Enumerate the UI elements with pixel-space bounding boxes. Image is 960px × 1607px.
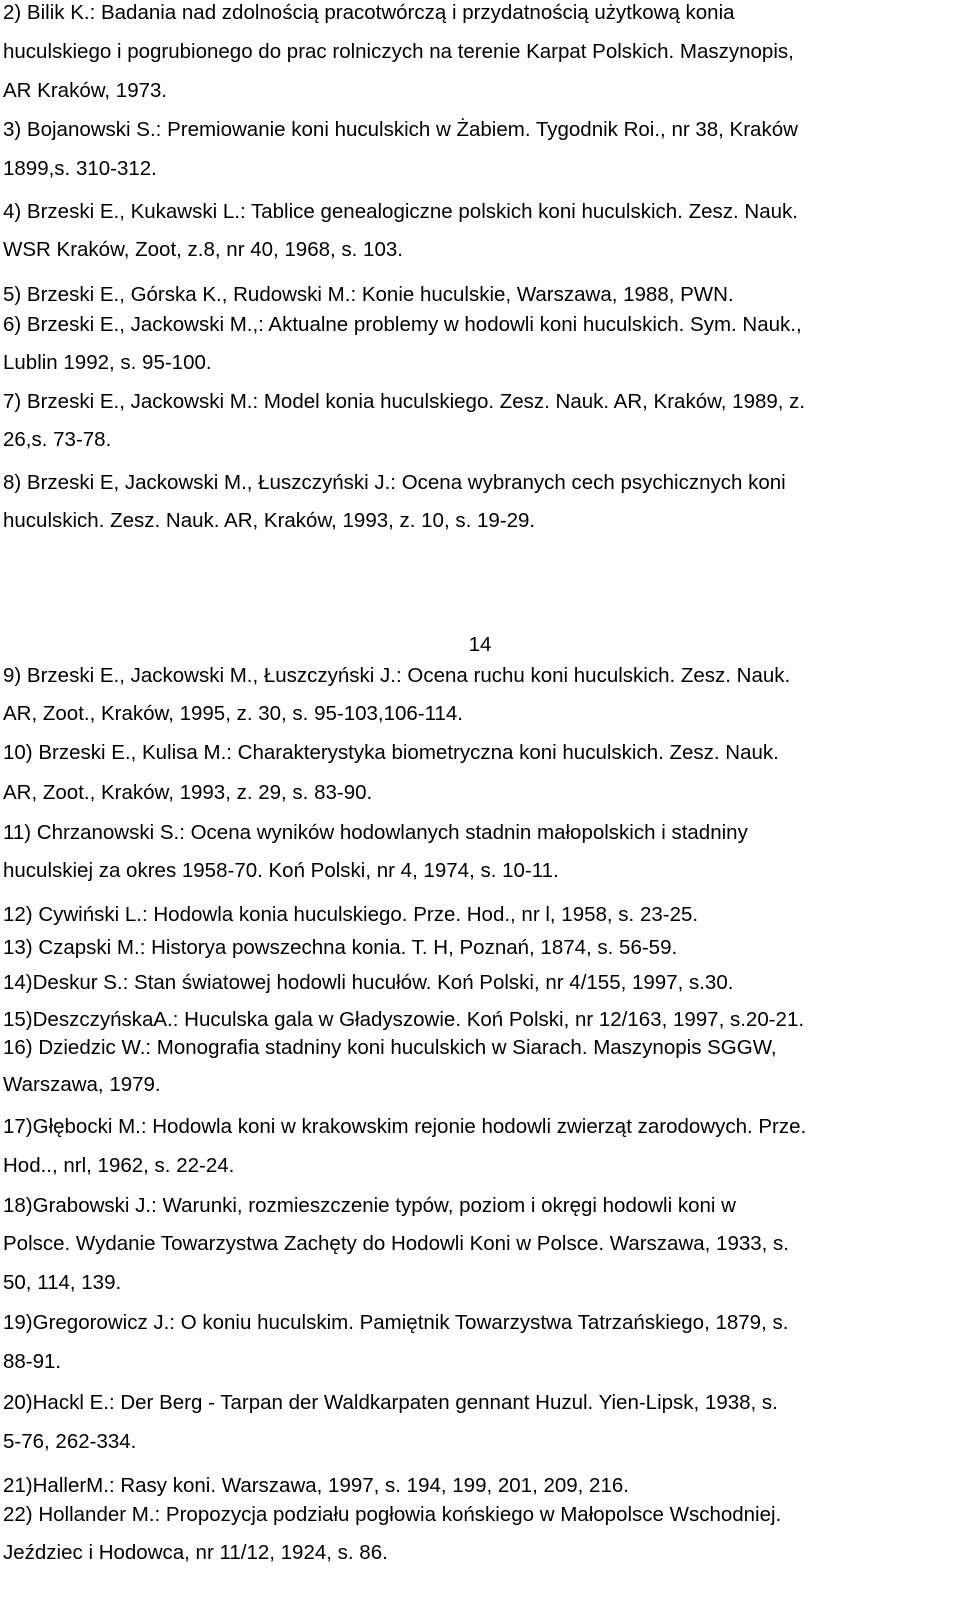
- reference-line: 19)Gregorowicz J.: O koniu huculskim. Pamiętnik Towarzystwa Tatrzańskiego, 1879, s.: [3, 1311, 789, 1334]
- reference-line: 1899,s. 310-312.: [3, 157, 157, 180]
- reference-line: 26,s. 73-78.: [3, 428, 112, 451]
- reference-line: 20)Hackl E.: Der Berg - Tarpan der Waldkarpaten gennant Huzul. Yien-Lipsk, 1938, s.: [3, 1391, 778, 1414]
- reference-line: Hod.., nrl, 1962, s. 22-24.: [3, 1154, 235, 1177]
- reference-line: 18)Grabowski J.: Warunki, rozmieszczenie typów, poziom i okręgi hodowli koni w: [3, 1194, 736, 1217]
- reference-line: 3) Bojanowski S.: Premiowanie koni huculskich w Żabiem. Tygodnik Roi., nr 38, Kraków: [3, 118, 798, 141]
- reference-line: 11) Chrzanowski S.: Ocena wyników hodowlanych stadnin małopolskich i stadniny: [3, 821, 748, 844]
- reference-line: 21)HallerM.: Rasy koni. Warszawa, 1997, s. 194, 199, 201, 209, 216.: [3, 1474, 629, 1497]
- reference-line: WSR Kraków, Zoot, z.8, nr 40, 1968, s. 103.: [3, 238, 403, 261]
- reference-line: AR Kraków, 1973.: [3, 79, 168, 102]
- reference-line: 5) Brzeski E., Górska K., Rudowski M.: Konie huculskie, Warszawa, 1988, PWN.: [3, 283, 734, 306]
- reference-line: huculskich. Zesz. Nauk. AR, Kraków, 1993, z. 10, s. 19-29.: [3, 509, 536, 532]
- reference-line: 17)Głębocki M.: Hodowla koni w krakowskim rejonie hodowli zwierząt zarodowych. Prze.: [3, 1115, 807, 1138]
- reference-line: 22) Hollander M.: Propozycja podziału pogłowia końskiego w Małopolsce Wschodniej.: [3, 1503, 782, 1526]
- reference-line: 6) Brzeski E., Jackowski M.,: Aktualne problemy w hodowli koni huculskich. Sym. Nauk.,: [3, 313, 802, 336]
- reference-line: 15)DeszczyńskaA.: Huculska gala w Gładyszowie. Koń Polski, nr 12/163, 1997, s.20-21.: [3, 1008, 805, 1031]
- reference-line: 7) Brzeski E., Jackowski M.: Model konia huculskiego. Zesz. Nauk. AR, Kraków, 1989, z.: [3, 390, 806, 413]
- reference-line: 88-91.: [3, 1350, 62, 1373]
- reference-line: 4) Brzeski E., Kukawski L.: Tablice genealogiczne polskich koni huculskich. Zesz. Nauk.: [3, 200, 798, 223]
- reference-line: 12) Cywiński L.: Hodowla konia huculskiego. Prze. Hod., nr l, 1958, s. 23-25.: [3, 903, 699, 926]
- reference-line: huculskiego i pogrubionego do prac rolniczych na terenie Karpat Polskich. Maszynopis,: [3, 40, 794, 63]
- reference-line: huculskiej za okres 1958-70. Koń Polski, nr 4, 1974, s. 10-11.: [3, 859, 559, 882]
- reference-line: Polsce. Wydanie Towarzystwa Zachęty do Hodowli Koni w Polsce. Warszawa, 1933, s.: [3, 1232, 789, 1255]
- page-number: 14: [468, 633, 492, 656]
- reference-line: Warszawa, 1979.: [3, 1073, 161, 1096]
- reference-line: 14)Deskur S.: Stan światowej hodowli hucułów. Koń Polski, nr 4/155, 1997, s.30.: [3, 971, 734, 994]
- reference-line: 2) Bilik K.: Badania nad zdolnością pracotwórczą i przydatnością użytkową konia: [3, 1, 735, 24]
- reference-line: Jeździec i Hodowca, nr 11/12, 1924, s. 86.: [3, 1541, 388, 1564]
- reference-line: AR, Zoot., Kraków, 1995, z. 30, s. 95-103,106-114.: [3, 702, 463, 725]
- reference-line: Lublin 1992, s. 95-100.: [3, 351, 212, 374]
- reference-line: 5-76, 262-334.: [3, 1430, 137, 1453]
- reference-line: AR, Zoot., Kraków, 1993, z. 29, s. 83-90.: [3, 781, 373, 804]
- reference-line: 50, 114, 139.: [3, 1271, 122, 1294]
- reference-line: 9) Brzeski E., Jackowski M., Łuszczyński J.: Ocena ruchu koni huculskich. Zesz. Nauk.: [3, 664, 791, 687]
- reference-line: 10) Brzeski E., Kulisa M.: Charakterystyka biometryczna koni huculskich. Zesz. Nauk.: [3, 741, 779, 764]
- reference-line: 13) Czapski M.: Historya powszechna konia. T. H, Poznań, 1874, s. 56-59.: [3, 936, 678, 959]
- reference-line: 16) Dziedzic W.: Monografia stadniny koni huculskich w Siarach. Maszynopis SGGW,: [3, 1036, 777, 1059]
- reference-line: 8) Brzeski E, Jackowski M., Łuszczyński J.: Ocena wybranych cech psychicznych koni: [3, 471, 786, 494]
